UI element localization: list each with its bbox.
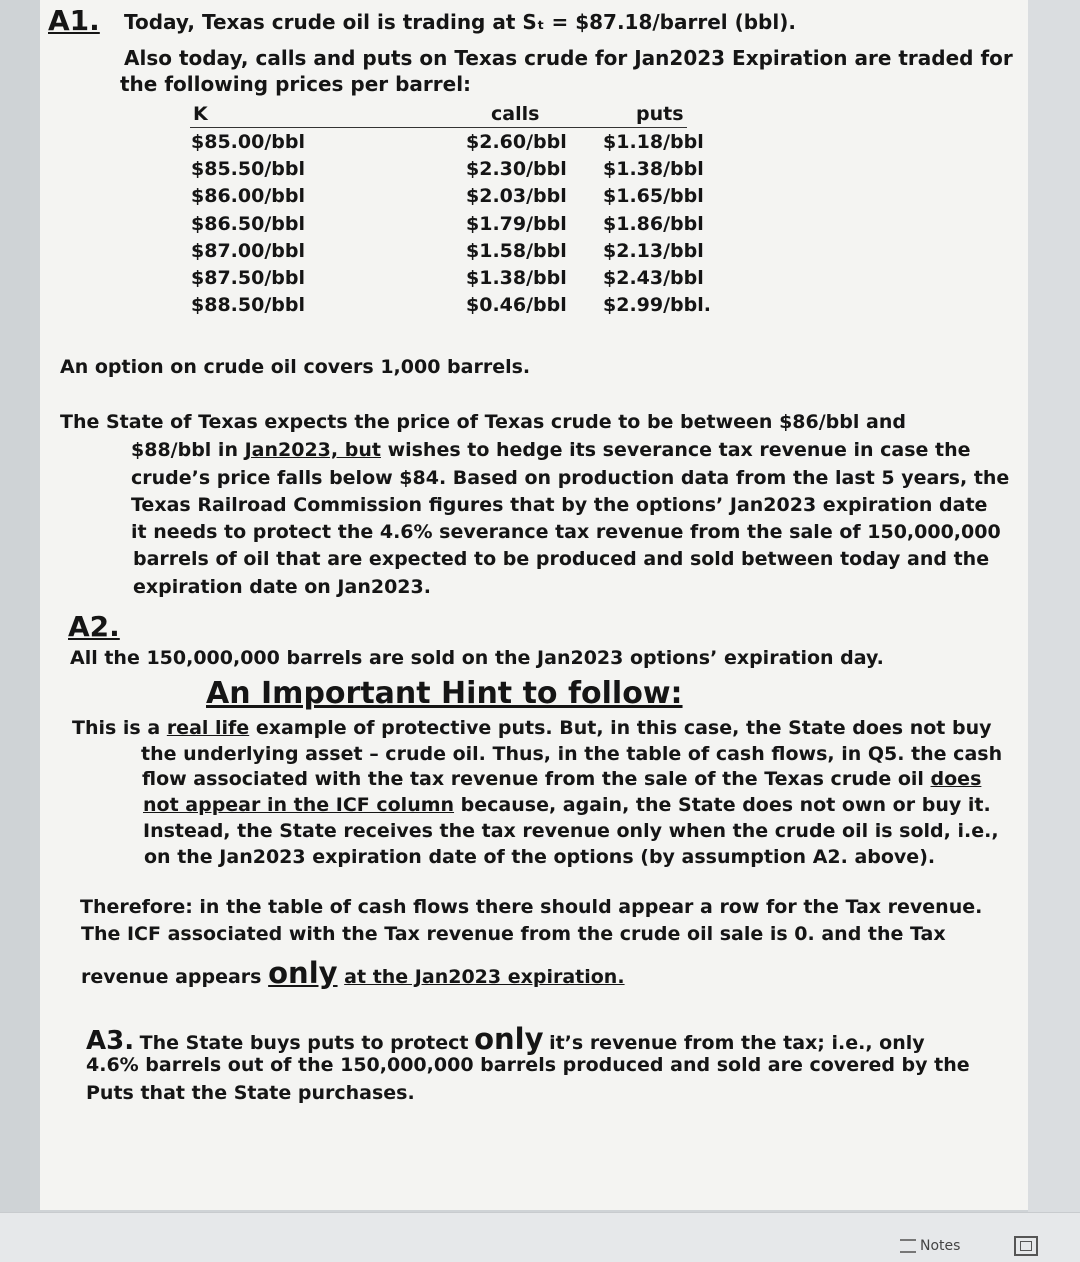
state-para-line-5: it needs to protect the 4.6% severance tax revenue from the sale of 150,000,000 — [131, 521, 1001, 543]
strike-cell: $85.00/bbl — [191, 131, 305, 153]
state-text: $88/bbl in — [131, 439, 238, 461]
header-puts: puts — [636, 103, 684, 125]
call-price-cell: $0.46/bbl — [466, 294, 567, 317]
therefore-line-1: Therefore: in the table of cash flows there should appear a row for the Tax revenue. — [80, 896, 983, 918]
hint-line-1 — [72, 717, 992, 739]
hint-text: This is a — [72, 717, 161, 739]
a1-label: A1. — [48, 4, 100, 37]
hint-underlined-phrase: not appear in the ICF column — [143, 794, 455, 816]
call-price-cell: $1.58/bbl — [466, 239, 567, 262]
therefore-text: revenue appears — [81, 966, 262, 988]
strike-cell: $86.50/bbl — [191, 212, 305, 235]
state-para-line-3: crude’s price falls below $84. Based on production data from the last 5 years, the — [131, 467, 1010, 489]
window-edge — [1028, 0, 1080, 1261]
call-price-cell: $2.30/bbl — [466, 158, 567, 181]
normal-view-icon[interactable] — [1014, 1236, 1038, 1256]
call-price-cell: $2.60/bbl — [466, 131, 567, 153]
strike-cell: $86.00/bbl — [191, 185, 305, 208]
therefore-line-2: The ICF associated with the Tax revenue from the crude oil sale is 0. and the Tax — [81, 923, 946, 945]
put-price-cell: $1.65/bbl — [603, 185, 704, 208]
strike-cell: $85.50/bbl — [191, 158, 305, 181]
put-price-cell: $2.13/bbl — [603, 239, 704, 262]
a3-text: it’s revenue from the tax; i.e., only — [549, 1032, 925, 1054]
state-text: wishes to hedge its severance tax revenue in case the — [387, 439, 971, 461]
notes-label: Notes — [920, 1238, 961, 1254]
a3-line-3: Puts that the State purchases. — [86, 1082, 415, 1104]
notes-icon — [900, 1239, 916, 1253]
call-price-cell: $1.38/bbl — [466, 266, 567, 289]
a1-line-2: Also today, calls and puts on Texas crude for Jan2023 Expiration are traded for — [124, 46, 1013, 70]
therefore-emphasis-only: only — [268, 956, 338, 990]
put-price-cell: $2.99/bbl. — [603, 294, 711, 317]
a3-emphasis-only: only — [474, 1022, 544, 1056]
hint-line-6: on the Jan2023 expiration date of the options (by assumption A2. above). — [144, 846, 936, 868]
a3-line-2: 4.6% barrels out of the 150,000,000 barrels produced and sold are covered by the — [86, 1054, 970, 1076]
a1-line-3: the following prices per barrel: — [120, 72, 472, 96]
put-price-cell: $1.86/bbl — [603, 212, 704, 235]
header-strike: K — [193, 103, 208, 125]
hint-line-4 — [143, 794, 991, 816]
state-para-line-1: The State of Texas expects the price of Texas crude to be between $86/bbl and — [60, 411, 906, 433]
hint-text: example of protective puts. But, in this case, the State does not buy — [255, 717, 992, 739]
therefore-line-3 — [81, 956, 625, 990]
hint-underlined-phrase: real life — [166, 717, 250, 739]
status-bar — [0, 1212, 1080, 1262]
state-para-line-4: Texas Railroad Commission figures that by the options’ Jan2023 expiration date — [131, 494, 988, 516]
header-calls: calls — [491, 103, 540, 125]
hint-line-3 — [142, 768, 981, 790]
hint-underlined-phrase: does — [930, 768, 982, 790]
strike-cell: $87.50/bbl — [191, 266, 305, 289]
a3-line-1 — [86, 1022, 925, 1056]
strike-cell: $87.00/bbl — [191, 239, 305, 262]
hint-line-2: the underlying asset – crude oil. Thus, in the table of cash flows, in Q5. the cash — [141, 743, 1003, 765]
puts-column — [603, 129, 711, 319]
a2-text: All the 150,000,000 barrels are sold on the Jan2023 options’ expiration day. — [70, 647, 884, 669]
call-price-cell: $2.03/bbl — [466, 185, 567, 208]
a3-text: The State buys puts to protect — [139, 1032, 469, 1054]
a3-label: A3. — [86, 1026, 135, 1056]
hint-title: An Important Hint to follow: — [206, 676, 683, 711]
table-header-rule — [190, 127, 687, 128]
state-para-line-6: barrels of oil that are expected to be produced and sold between today and the — [133, 548, 990, 570]
therefore-underlined-phrase: at the Jan2023 expiration. — [344, 966, 625, 988]
a2-label: A2. — [68, 610, 120, 643]
notes-button[interactable] — [900, 1238, 960, 1254]
state-para-line-7: expiration date on Jan2023. — [133, 576, 431, 598]
a1-line-1: Today, Texas crude oil is trading at Sₜ = $87.18/barrel (bbl). — [124, 10, 796, 34]
call-price-cell: $1.79/bbl — [466, 212, 567, 235]
state-underlined-date: Jan2023, but — [244, 439, 381, 461]
hint-text: flow associated with the tax revenue from the sale of the Texas crude oil — [142, 768, 924, 790]
strike-column — [191, 129, 305, 319]
put-price-cell: $2.43/bbl — [603, 266, 704, 289]
hint-text: because, again, the State does not own or buy it. — [460, 794, 991, 816]
strike-cell: $88.50/bbl — [191, 294, 305, 317]
put-price-cell: $1.38/bbl — [603, 158, 704, 181]
calls-column — [466, 129, 567, 319]
option-size-note: An option on crude oil covers 1,000 barrels. — [60, 356, 531, 378]
hint-line-5: Instead, the State receives the tax revenue only when the crude oil is sold, i.e., — [143, 820, 999, 842]
put-price-cell: $1.18/bbl — [603, 131, 704, 153]
state-para-line-2 — [131, 439, 971, 461]
